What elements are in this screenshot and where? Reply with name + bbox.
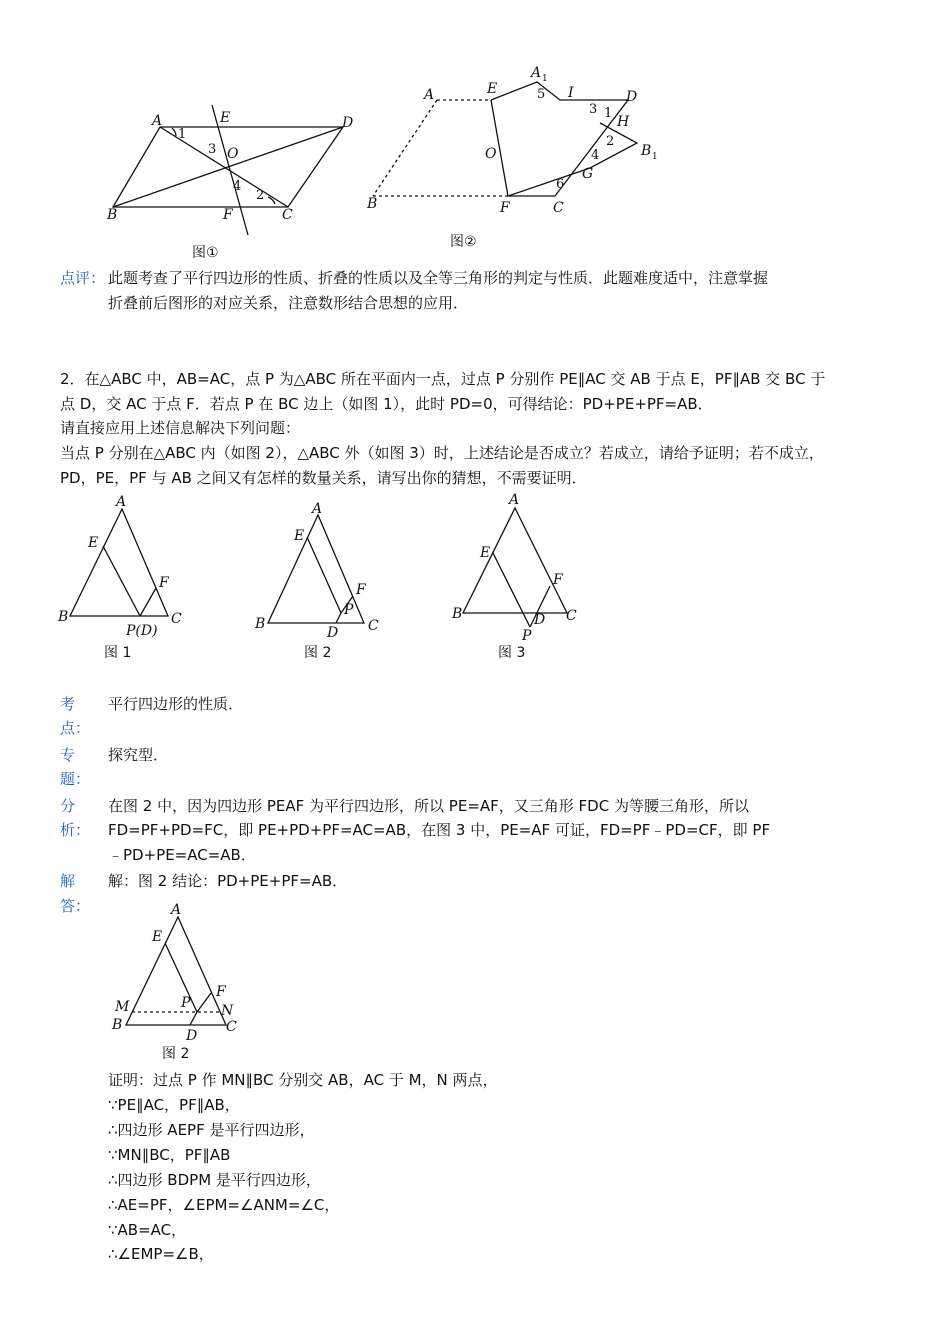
svg-text:A: A xyxy=(531,65,542,81)
svg-text:D: D xyxy=(327,625,339,641)
svg-text:1: 1 xyxy=(542,74,548,84)
proof-line-2: ∵PE∥AC，PF∥AB， xyxy=(108,1096,240,1114)
triangle-figure-1-caption: 图 1 xyxy=(104,645,132,661)
svg-text:H: H xyxy=(617,114,630,130)
svg-text:N: N xyxy=(221,1003,234,1019)
figure-1-parallelogram xyxy=(100,95,380,265)
svg-text:E: E xyxy=(88,535,99,551)
svg-text:F: F xyxy=(553,572,563,588)
svg-text:B: B xyxy=(452,606,463,622)
svg-text:6: 6 xyxy=(556,177,565,192)
svg-text:B: B xyxy=(107,207,118,223)
problem-line-2: 点 D，交 AC 于点 F．若点 P 在 BC 边上（如图 1），此时 PD=0，可得结论：PD+PE+PF=AB． xyxy=(60,395,713,413)
svg-text:3: 3 xyxy=(208,142,217,157)
proof-line-8: ∴∠EMP=∠B， xyxy=(108,1245,214,1263)
svg-text:E: E xyxy=(480,545,491,561)
svg-text:F: F xyxy=(159,575,169,591)
fenxi-label-1: 分 xyxy=(60,797,76,815)
svg-text:B: B xyxy=(58,609,69,625)
svg-text:E: E xyxy=(294,528,305,544)
triangle-figure-2-caption: 图 2 xyxy=(304,645,332,661)
problem-line-4: 当点 P 分别在△ABC 内（如图 2），△ABC 外（如图 3）时，上述结论是否成立？若成立，请给予证明；若不成立， xyxy=(60,444,824,462)
svg-text:A: A xyxy=(152,113,163,129)
proof-line-3: ∴四边形 AEPF 是平行四边形， xyxy=(108,1121,315,1139)
triangle-figure-2 xyxy=(250,490,395,665)
proof-line-4: ∵MN∥BC，PF∥AB xyxy=(108,1146,231,1164)
svg-text:F: F xyxy=(223,207,233,223)
svg-text:4: 4 xyxy=(591,148,600,163)
triangle-figure-1 xyxy=(55,490,200,665)
svg-text:P: P xyxy=(344,602,354,618)
proof-line-7: ∵AB=AC， xyxy=(108,1221,187,1239)
svg-text:F: F xyxy=(500,200,510,216)
svg-text:C: C xyxy=(171,611,182,627)
svg-text:F: F xyxy=(356,582,366,598)
triangle-figure-3 xyxy=(445,488,590,665)
kaodian-text: 平行四边形的性质． xyxy=(108,695,244,713)
problem-line-1: 2．在△ABC 中，AB=AC，点 P 为△ABC 所在平面内一点，过点 P 分别作 PE∥AC 交 AB 于点 E，PF∥AB 交 BC 于 xyxy=(60,370,826,388)
svg-text:3: 3 xyxy=(589,102,598,117)
svg-text:A: A xyxy=(509,492,520,508)
svg-text:A: A xyxy=(424,87,435,103)
svg-text:2: 2 xyxy=(606,134,615,149)
jieda-label-1: 解 xyxy=(60,872,76,890)
svg-text:B: B xyxy=(367,196,378,212)
svg-text:C: C xyxy=(282,207,293,223)
triangle-figure-3-caption: 图 3 xyxy=(498,645,526,661)
kaodian-label-2: 点： xyxy=(60,719,91,737)
solution-figure-caption: 图 2 xyxy=(162,1046,190,1062)
zhuanti-text: 探究型． xyxy=(108,746,169,764)
zhuanti-label-1: 专 xyxy=(60,746,76,764)
svg-text:I: I xyxy=(568,85,574,101)
svg-text:1: 1 xyxy=(178,127,187,142)
fenxi-line-1: 在图 2 中，因为四边形 PEAF 为平行四边形，所以 PE=AF，又三角形 FDC 为等腰三角形，所以 xyxy=(108,797,749,815)
review-line-2: 折叠前后图形的对应关系，注意数形结合思想的应用． xyxy=(108,294,469,312)
svg-text:B: B xyxy=(112,1017,123,1033)
solution-triangle-figure xyxy=(105,895,255,1065)
svg-text:E: E xyxy=(152,929,163,945)
svg-text:C: C xyxy=(226,1019,237,1035)
svg-text:O: O xyxy=(227,146,239,162)
figure-1-caption: 图① xyxy=(192,245,219,261)
svg-text:C: C xyxy=(368,618,379,634)
svg-text:1: 1 xyxy=(604,106,613,121)
svg-text:P(D): P(D) xyxy=(126,623,158,639)
svg-text:P: P xyxy=(181,995,191,1011)
svg-text:B: B xyxy=(641,143,652,159)
jieda-label-2: 答： xyxy=(60,897,91,915)
svg-text:D: D xyxy=(186,1028,198,1044)
svg-text:M: M xyxy=(115,999,130,1015)
svg-text:E: E xyxy=(220,110,231,126)
proof-line-6: ∴AE=PF，∠EPM=∠ANM=∠C， xyxy=(108,1196,340,1214)
svg-text:D: D xyxy=(534,612,546,628)
svg-text:B: B xyxy=(255,616,266,632)
jieda-text: 解：图 2 结论：PD+PE+PF=AB． xyxy=(108,872,348,890)
fenxi-line-2: FD=PF+PD=FC，即 PE+PD+PF=AC=AB，在图 3 中，PE=AF 可证，FD=PF﹣PD=CF，即 PF xyxy=(108,821,771,839)
svg-text:E: E xyxy=(487,81,498,97)
svg-text:1: 1 xyxy=(652,152,658,162)
svg-text:5: 5 xyxy=(537,87,546,102)
fenxi-line-3: ﹣PD+PE=AC=AB． xyxy=(108,846,256,864)
problem-line-5: PD，PE，PF 与 AB 之间又有怎样的数量关系，请写出你的猜想，不需要证明． xyxy=(60,469,587,487)
proof-line-5: ∴四边形 BDPM 是平行四边形， xyxy=(108,1171,321,1189)
kaodian-label-1: 考 xyxy=(60,695,76,713)
svg-text:A: A xyxy=(116,494,127,510)
svg-text:D: D xyxy=(626,89,638,105)
svg-text:G: G xyxy=(582,166,594,182)
fenxi-label-2: 析： xyxy=(60,821,91,839)
zhuanti-label-2: 题： xyxy=(60,770,91,788)
svg-text:F: F xyxy=(216,984,226,1000)
problem-line-3: 请直接应用上述信息解决下列问题： xyxy=(60,419,301,437)
svg-text:4: 4 xyxy=(233,179,242,194)
proof-line-1: 证明：过点 P 作 MN∥BC 分别交 AB，AC 于 M，N 两点， xyxy=(108,1071,498,1089)
svg-text:A: A xyxy=(312,501,323,517)
svg-text:C: C xyxy=(553,200,564,216)
svg-text:C: C xyxy=(566,608,577,624)
review-line-1: 此题考查了平行四边形的性质、折叠的性质以及全等三角形的判定与性质．此题难度适中，注意掌握 xyxy=(108,269,769,287)
figure-2-caption: 图② xyxy=(450,234,477,250)
svg-text:O: O xyxy=(485,146,497,162)
review-label: 点评： xyxy=(60,269,106,287)
figure-2-folded-parallelogram xyxy=(360,58,670,258)
svg-text:D: D xyxy=(342,115,354,131)
svg-text:2: 2 xyxy=(256,188,265,203)
svg-text:A: A xyxy=(171,902,182,918)
svg-text:P: P xyxy=(522,628,532,644)
